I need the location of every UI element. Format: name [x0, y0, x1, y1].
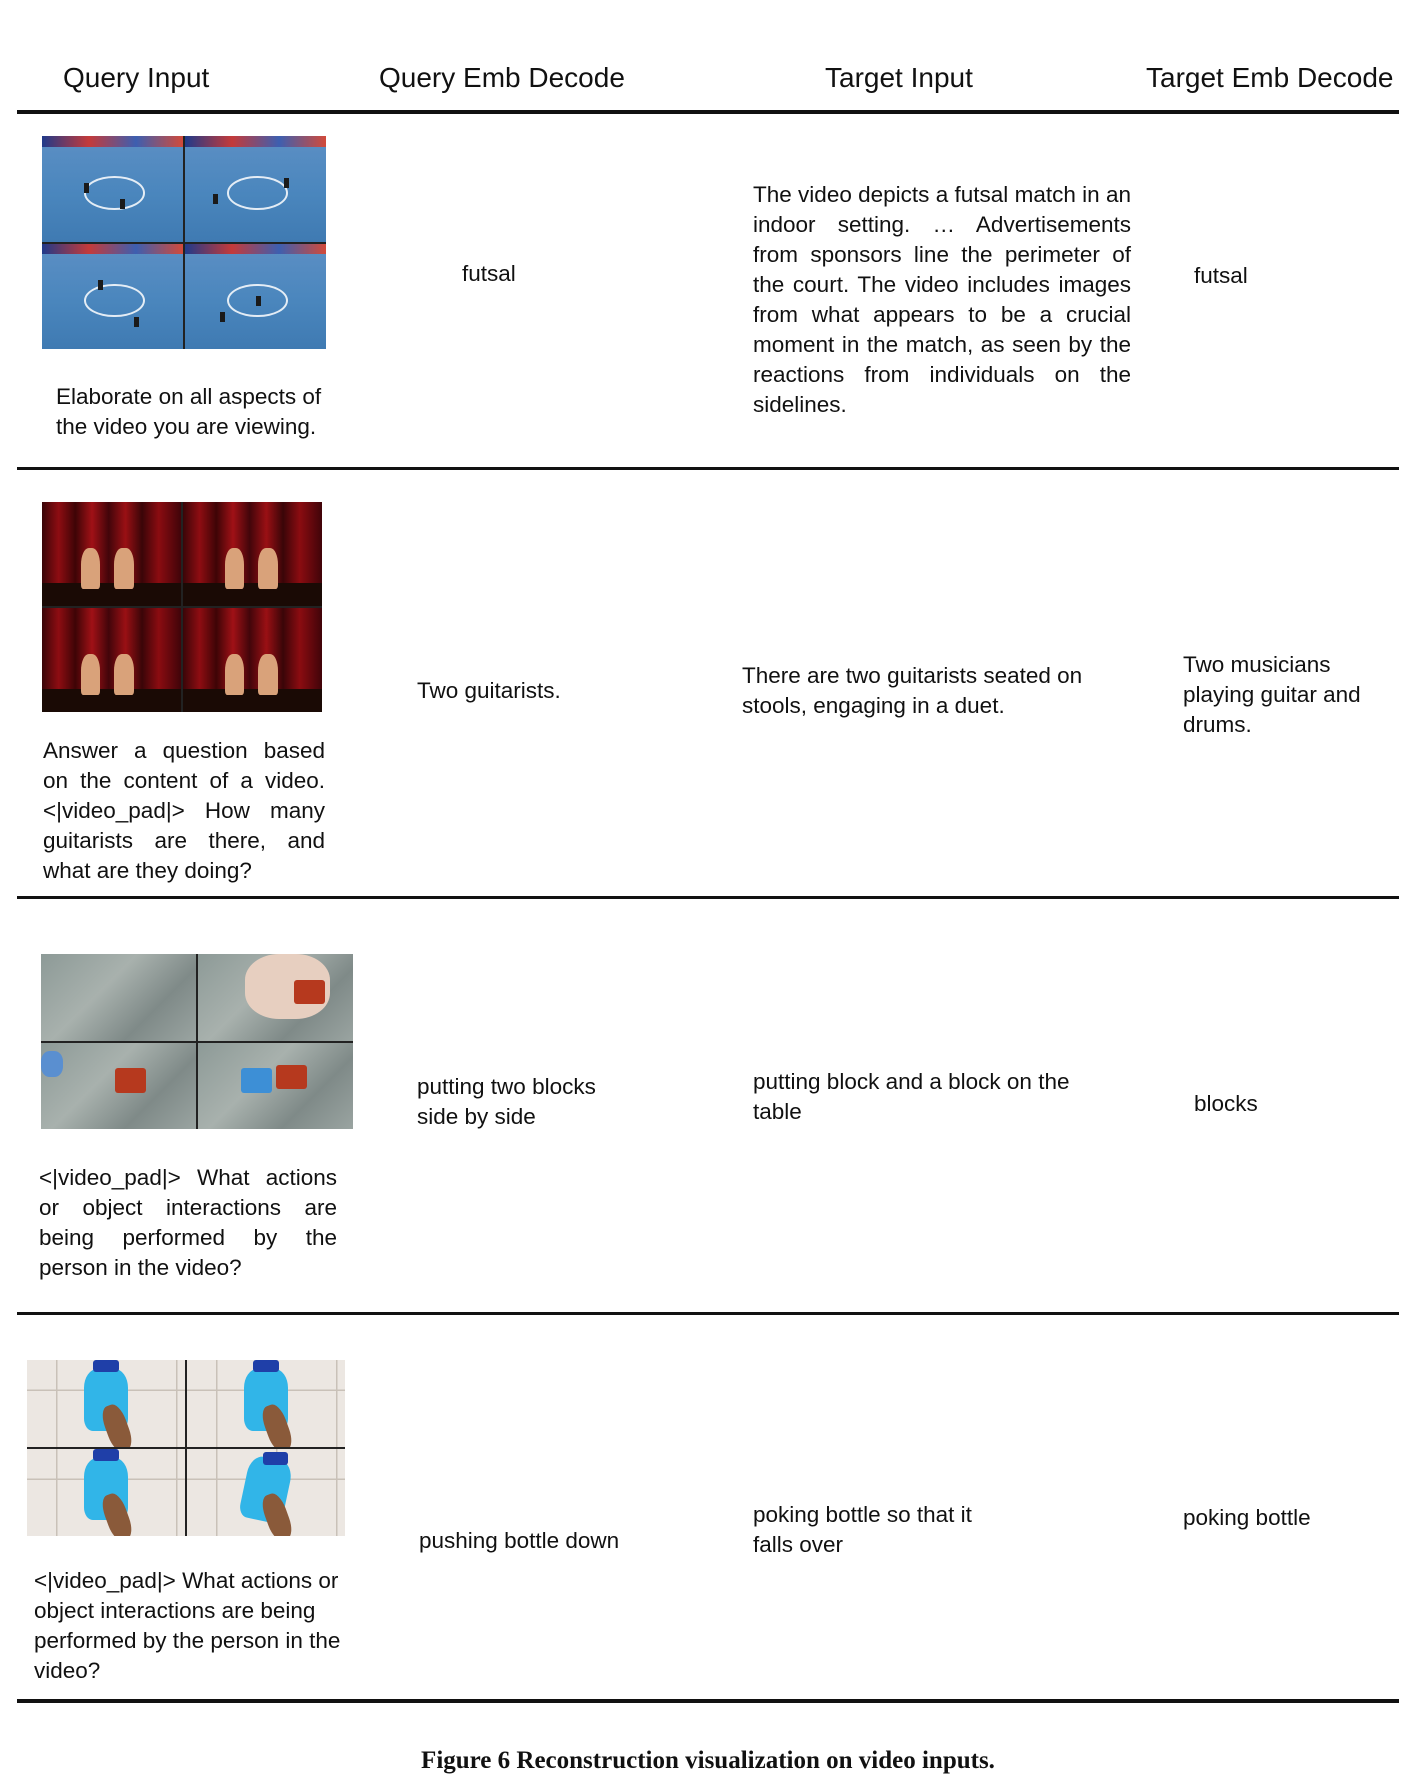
- header-rule: [17, 110, 1399, 114]
- query-emb-decode: Two guitarists.: [417, 678, 561, 703]
- query-text: Answer a question based on the content of a video. <|video_pad|> How many guitarists are there, and what are they doing?: [43, 738, 325, 883]
- video-frame: [27, 1449, 185, 1536]
- video-frame: [187, 1449, 345, 1536]
- target-input: putting block and a block on the table: [753, 1069, 1070, 1124]
- header-query-emb-decode: Query Emb Decode: [379, 62, 625, 93]
- video-frame: [185, 244, 326, 350]
- query-emb-decode: pushing bottle down: [419, 1528, 620, 1553]
- bottom-rule: [17, 1699, 1399, 1703]
- video-frame: [42, 244, 183, 350]
- video-frame: [41, 1043, 196, 1130]
- row-divider: [17, 896, 1399, 899]
- figure-caption: Figure 6 Reconstruction visualization on video inputs.: [421, 1747, 995, 1774]
- video-frame: [42, 136, 183, 242]
- row-divider: [17, 1312, 1399, 1315]
- target-input: There are two guitarists seated on stools, engaging in a duet.: [742, 663, 1083, 718]
- header-target-input: Target Input: [825, 62, 973, 93]
- target-emb-decode: blocks: [1194, 1091, 1258, 1116]
- video-frame: [198, 1043, 353, 1130]
- video-frame: [183, 608, 322, 712]
- video-frame: [183, 502, 322, 606]
- target-input: The video depicts a futsal match in an indoor setting. … Advertisements from sponsors line the perimeter of the court. The video includes images from what appears to be a crucial moment in the match, as seen by the reactions from individuals on the sidelines.: [753, 182, 1131, 417]
- query-text: Elaborate on all aspects of the video you are viewing.: [56, 384, 322, 439]
- query-emb-decode: putting two blocks side by side: [417, 1074, 596, 1129]
- query-text: <|video_pad|> What actions or object interactions are being performed by the person in the video?: [34, 1568, 341, 1683]
- header-target-emb-decode: Target Emb Decode: [1146, 62, 1394, 93]
- video-frame: [187, 1360, 345, 1447]
- query-emb-decode: futsal: [462, 261, 516, 286]
- target-emb-decode: futsal: [1194, 263, 1248, 288]
- video-frame: [42, 502, 181, 606]
- target-input: poking bottle so that it falls over: [753, 1502, 972, 1557]
- video-frames-guitarists: [42, 502, 322, 712]
- row-divider: [17, 467, 1399, 470]
- video-frame: [27, 1360, 185, 1447]
- target-emb-decode: Two musicians playing guitar and drums.: [1183, 652, 1361, 737]
- video-frames-bottle: [27, 1360, 345, 1536]
- video-frames-blocks: [41, 954, 353, 1129]
- target-emb-decode: poking bottle: [1183, 1505, 1311, 1530]
- query-text: <|video_pad|> What actions or object interactions are being performed by the person in the video?: [39, 1165, 337, 1280]
- video-frame: [42, 608, 181, 712]
- header-query-input: Query Input: [63, 62, 210, 93]
- video-frame: [185, 136, 326, 242]
- video-frame: [41, 954, 196, 1041]
- video-frame: [198, 954, 353, 1041]
- video-frames-futsal: [42, 136, 326, 349]
